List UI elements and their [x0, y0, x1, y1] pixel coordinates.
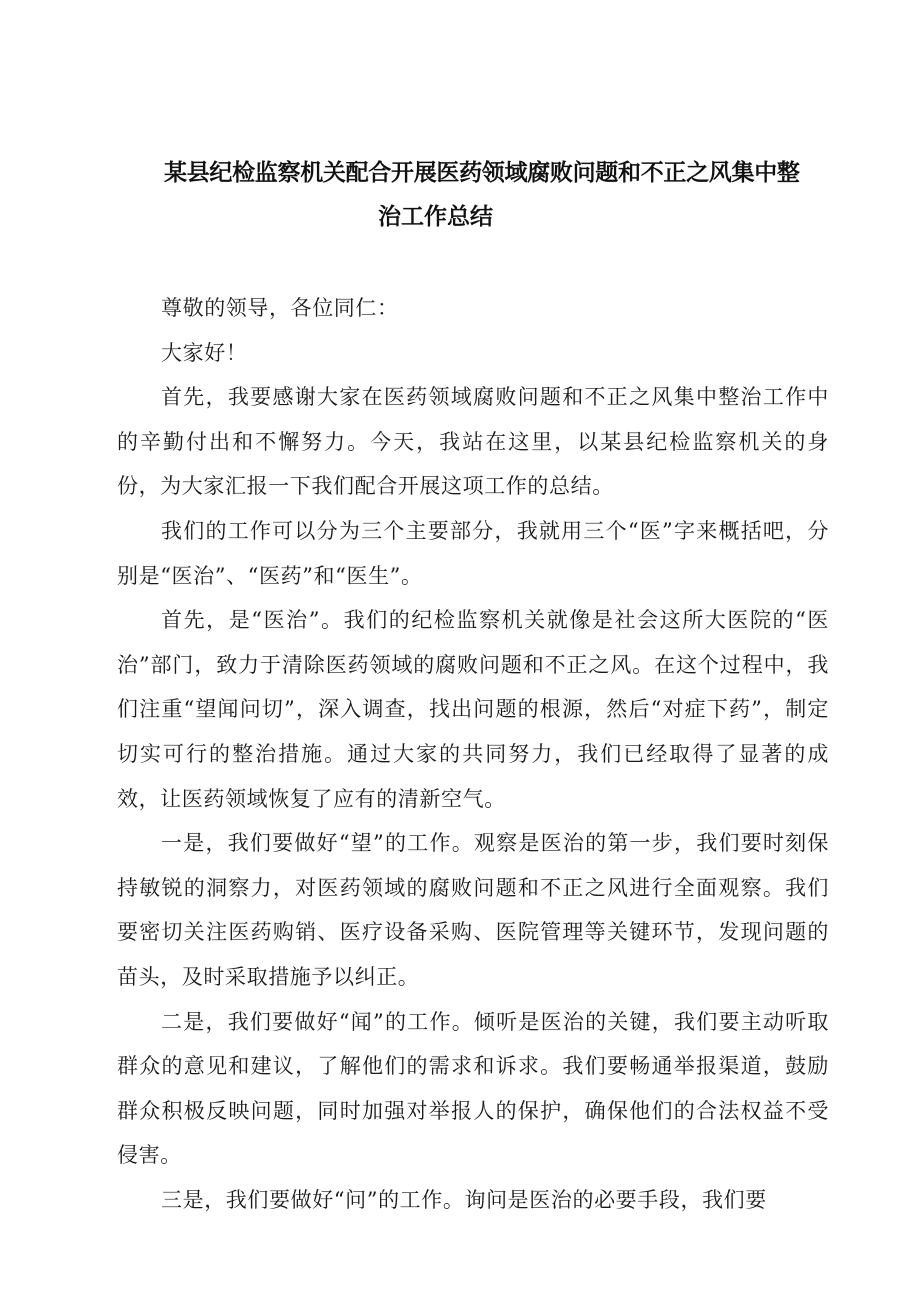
salutation: 尊敬的领导，各位同仁： [161, 296, 399, 320]
body-paragraph: 我们的工作可以分为三个主要部分，我就用三个“医”字来概括吧，分别是“医治”、“医药”和“医生”。 [117, 518, 829, 588]
document-title-line-2: 治工作总结 [378, 204, 493, 230]
document-body [117, 286, 829, 1222]
body-paragraph: 三是，我们要做好“问”的工作。询问是医治的必要手段，我们要 [161, 1187, 767, 1212]
body-paragraph: 首先，我要感谢大家在医药领域腐败问题和不正之风集中整治工作中的辛勤付出和不懈努力。今天，我站在这里，以某县纪检监察机关的身份，为大家汇报一下我们配合开展这项工作的总结。 [117, 385, 829, 499]
body-paragraph: 一是，我们要做好“望”的工作。观察是医治的第一步，我们要时刻保持敏锐的洞察力，对医药领域的腐败问题和不正之风进行全面观察。我们要密切关注医药购销、医疗设备采购、医院管理等关键环节，发现问题的苗头，及时采取措施予以纠正。 [117, 831, 829, 989]
document-title-line-1: 某县纪检监察机关配合开展医药领域腐败问题和不正之风集中整 [164, 160, 800, 186]
body-paragraph: 二是，我们要做好“闻”的工作。倾听是医治的关键，我们要主动听取群众的意见和建议，了解他们的需求和诉求。我们要畅通举报渠道，鼓励群众积极反映问题，同时加强对举报人的保护，确保他们的合法权益不受侵害。 [117, 1009, 829, 1168]
greeting: 大家好！ [161, 340, 248, 365]
body-paragraph: 首先，是“医治”。我们的纪检监察机关就像是社会这所大医院的“医治”部门，致力于清除医药领域的腐败问题和不正之风。在这个过程中，我们注重“望闻问切”，深入调查，找出问题的根源，然后“对症下药”，制定切实可行的整治措施。通过大家的共同努力，我们已经取得了显著的成效，让医药领域恢复了应有的清新空气。 [117, 608, 829, 811]
